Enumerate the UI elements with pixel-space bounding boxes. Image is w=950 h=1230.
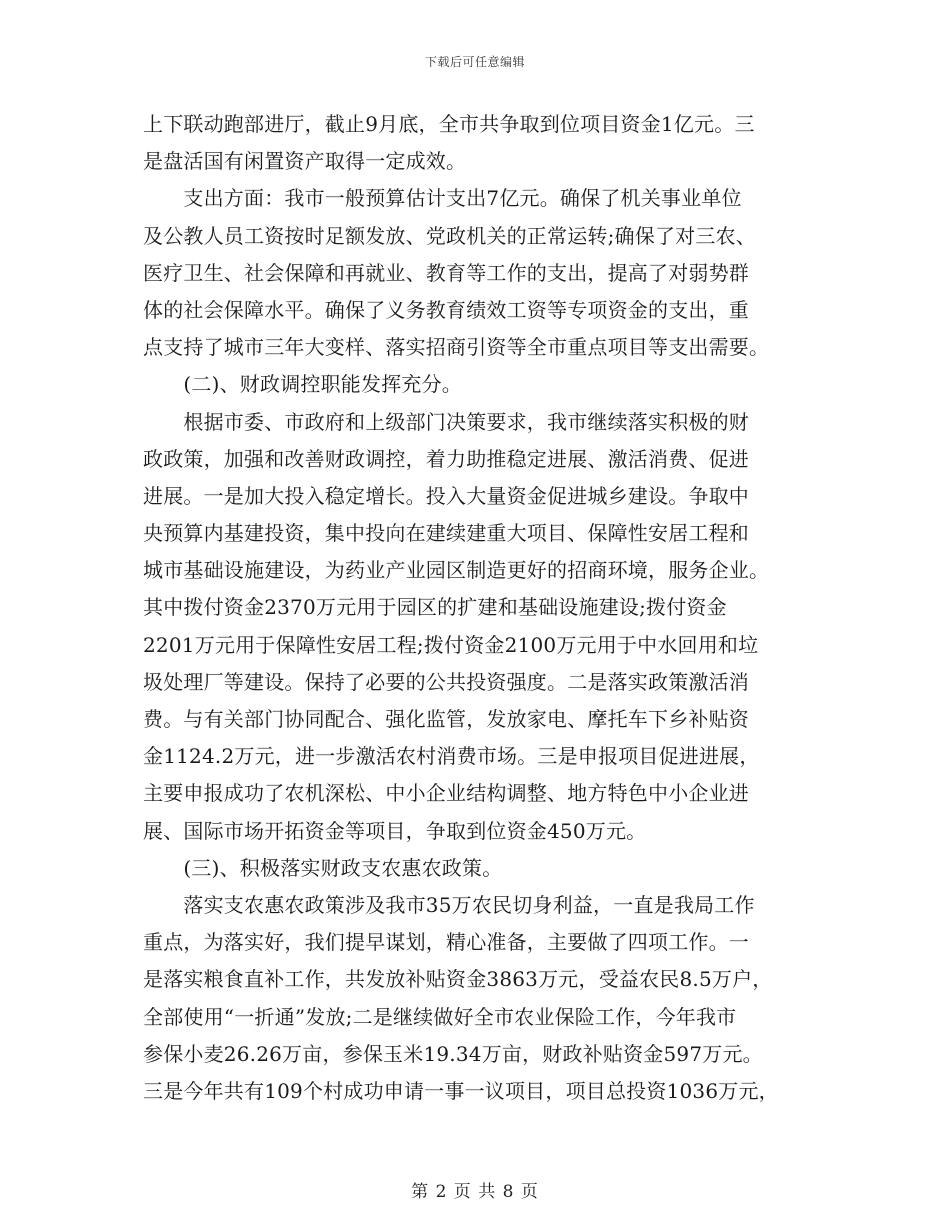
body-line: 医疗卫生、社会保障和再就业、教育等工作的支出，提高了对弱势群 bbox=[143, 260, 749, 285]
body-line: 根据市委、市政府和上级部门决策要求，我市继续落实积极的财 bbox=[143, 409, 749, 434]
body-line: 城市基础设施建设，为药业产业园区制造更好的招商环境，服务企业。 bbox=[143, 558, 770, 583]
section-heading: (二)、财政调控职能发挥充分。 bbox=[143, 372, 463, 397]
body-line: 全部使用“一折通”发放;二是继续做好全市农业保险工作，今年我市 bbox=[143, 1004, 737, 1029]
body-line: 主要申报成功了农机深松、中小企业结构调整、地方特色中小企业进 bbox=[143, 781, 749, 806]
page-footer: 第 2 页 共 8 页 bbox=[411, 1182, 539, 1202]
body-line: 及公教人员工资按时足额发放、党政机关的正常运转;确保了对三农、 bbox=[143, 223, 756, 248]
body-line: 是落实粮食直补工作，共发放补贴资金3863万元，受益农民8.5万户， bbox=[143, 967, 773, 992]
body-line: 展、国际市场开拓资金等项目，争取到位资金450万元。 bbox=[143, 818, 647, 843]
body-line: 落实支农惠农政策涉及我市35万农民切身利益，一直是我局工作 bbox=[143, 892, 755, 917]
body-line: 金1124.2万元，进一步激活农村消费市场。三是申报项目促进进展， bbox=[143, 744, 760, 769]
body-line: 央预算内基建投资，集中投向在建续建重大项目、保障性安居工程和 bbox=[143, 521, 749, 546]
body-line: 圾处理厂等建设。保持了必要的公共投资强度。二是落实政策激活消 bbox=[143, 669, 749, 694]
body-line: 2201万元用于保障性安居工程;拨付资金2100万元用于中水回用和垃 bbox=[143, 632, 759, 657]
body-line: 费。与有关部门协同配合、强化监管，发放家电、摩托车下乡补贴资 bbox=[143, 707, 749, 731]
body-line: 参保小麦26.26万亩，参保玉米19.34万亩，财政补贴资金597万元。 bbox=[143, 1041, 763, 1066]
document-body bbox=[143, 106, 813, 1110]
body-line: 其中拨付资金2370万元用于园区的扩建和基础设施建设;拨付资金 bbox=[143, 595, 727, 620]
body-line: 进展。一是加大投入稳定增长。投入大量资金促进城乡建设。争取中 bbox=[143, 483, 749, 508]
body-line: 三是今年共有109个村成功申请一事一议项目，项目总投资1036万元， bbox=[143, 1078, 779, 1103]
body-line: 支出方面：我市一般预算估计支出7亿元。确保了机关事业单位 bbox=[143, 186, 742, 211]
section-heading: (三)、积极落实财政支农惠农政策。 bbox=[143, 855, 503, 880]
page-header: 下载后可任意编辑 bbox=[424, 55, 525, 69]
body-line: 体的社会保障水平。确保了义务教育绩效工资等专项资金的支出，重 bbox=[143, 297, 749, 322]
body-line: 是盘活国有闲置资产取得一定成效。 bbox=[143, 149, 467, 174]
body-line: 上下联动跑部进厅，截止9月底，全市共争取到位项目资金1亿元。三 bbox=[143, 112, 755, 136]
body-line: 政政策，加强和改善财政调控，着力助推稳定进展、激活消费、促进 bbox=[143, 446, 749, 471]
body-line: 点支持了城市三年大变样、落实招商引资等全市重点项目等支出需要。 bbox=[143, 335, 770, 360]
body-line: 重点，为落实好，我们提早谋划，精心准备，主要做了四项工作。一 bbox=[143, 930, 749, 955]
